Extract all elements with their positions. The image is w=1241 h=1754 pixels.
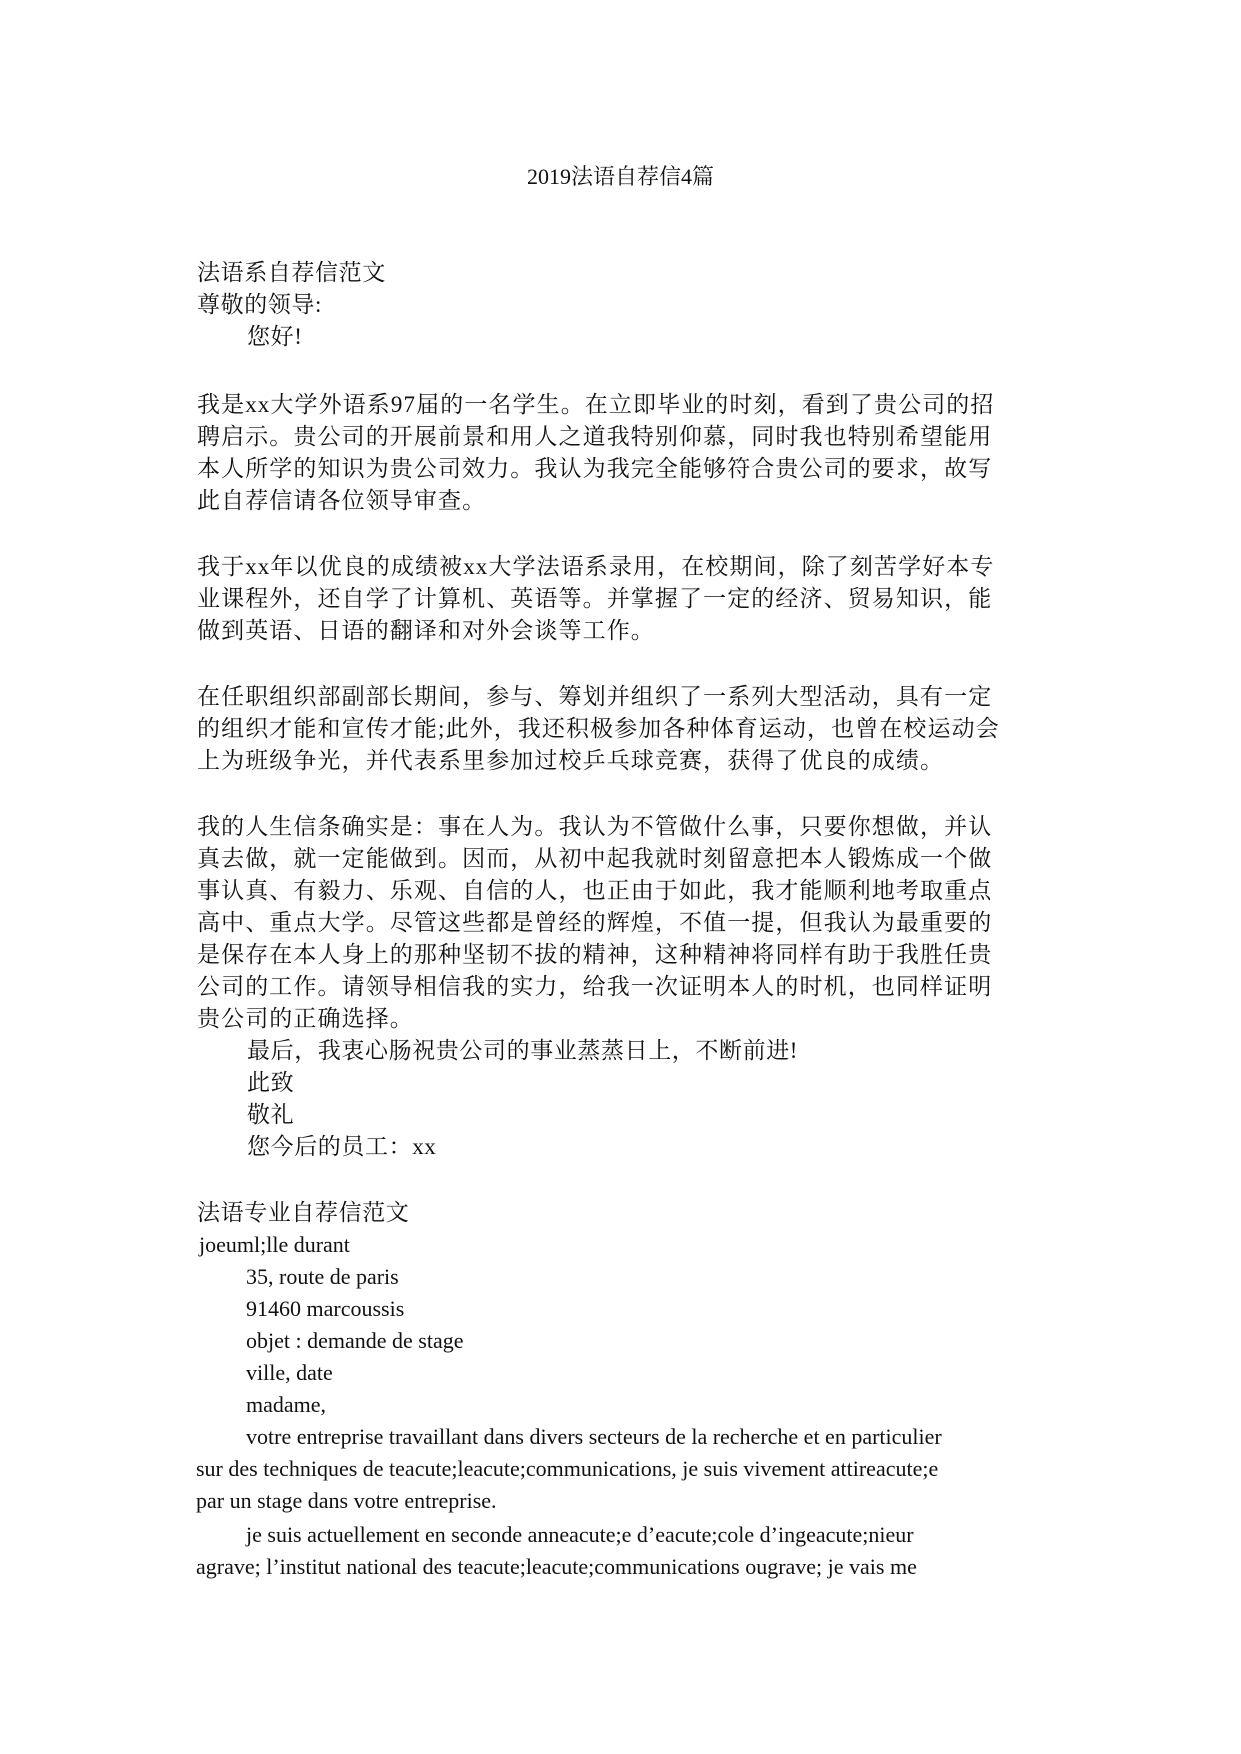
section2-para1-line1: votre entreprise travaillant dans divers secteurs de la recherche et en particulier bbox=[246, 1424, 942, 1449]
section1-para2-line1: 我于xx年以优良的成绩被xx大学法语系录用，在校期间，除了刻苦学好本专 bbox=[197, 554, 995, 579]
section1-para1-line4: 此自荐信请各位领导审查。 bbox=[197, 488, 487, 513]
section1-para4-line3: 事认真、有毅力、乐观、自信的人，也正由于如此，我才能顺利地考取重点 bbox=[197, 878, 993, 903]
section2-object: objet : demande de stage bbox=[246, 1328, 464, 1353]
section1-signature: 您今后的员工：xx bbox=[247, 1134, 437, 1159]
section1-para4-line7: 贵公司的正确选择。 bbox=[197, 1006, 414, 1031]
section1-para4-line2: 真去做，就一定能做到。因而，从初中起我就时刻留意把本人锻炼成一个做 bbox=[197, 846, 993, 871]
section2-address2: 91460 marcoussis bbox=[246, 1296, 405, 1321]
section2-para1-line3: par un stage dans votre entreprise. bbox=[196, 1488, 497, 1513]
section1-para3-line2: 的组织才能和宣传才能;此外，我还积极参加各种体育运动，也曾在校运动会 bbox=[197, 716, 1000, 741]
document-title: 2019法语自荐信4篇 bbox=[526, 164, 714, 189]
section1-regards1: 此致 bbox=[247, 1070, 295, 1095]
section2-para2-line2: agrave; l’institut national des teacute;leacute;communications ougrave; je vais me bbox=[196, 1554, 917, 1579]
section1-para1-line3: 本人所学的知识为贵公司效力。我认为我完全能够符合贵公司的要求，故写 bbox=[197, 456, 993, 481]
section1-para1-line1: 我是xx大学外语系97届的一名学生。在立即毕业的时刻，看到了贵公司的招 bbox=[197, 392, 995, 417]
section2-salutation: madame, bbox=[246, 1392, 327, 1417]
section1-para3-line3: 上为班级争光，并代表系里参加过校乒乓球竞赛，获得了优良的成绩。 bbox=[197, 748, 945, 773]
section2-place-date: ville, date bbox=[246, 1360, 333, 1385]
section1-para2-line2: 业课程外，还自学了计算机、英语等。并掌握了一定的经济、贸易知识，能 bbox=[197, 586, 993, 611]
section2-name: joeuml;lle durant bbox=[199, 1232, 350, 1257]
section2-para1-line2: sur des techniques de teacute;leacute;communications, je suis vivement attireacute;e bbox=[196, 1456, 939, 1481]
section2-address1: 35, route de paris bbox=[246, 1264, 399, 1289]
section1-para4-line4: 高中、重点大学。尽管这些都是曾经的辉煌，不值一提，但我认为最重要的 bbox=[197, 910, 993, 935]
section1-para4-line6: 公司的工作。请领导相信我的实力，给我一次证明本人的时机，也同样证明 bbox=[197, 974, 993, 999]
section1-closing: 最后，我衷心肠祝贵公司的事业蒸蒸日上，不断前进! bbox=[247, 1038, 799, 1063]
section1-heading: 法语系自荐信范文 bbox=[197, 260, 386, 285]
section1-para4-line5: 是保存在本人身上的那种坚韧不拔的精神，这种精神将同样有助于我胜任贵 bbox=[197, 942, 993, 967]
section1-para4-line1: 我的人生信条确实是：事在人为。我认为不管做什么事，只要你想做，并认 bbox=[197, 814, 993, 839]
section1-greeting: 您好! bbox=[247, 324, 303, 349]
section2-para2-line1: je suis actuellement en seconde anneacute;e d’eacute;cole d’ingeacute;nieur bbox=[246, 1522, 914, 1547]
section1-para3-line1: 在任职组织部副部长期间，参与、筹划并组织了一系列大型活动，具有一定 bbox=[197, 684, 993, 709]
section1-para1-line2: 聘启示。贵公司的开展前景和用人之道我特别仰慕，同时我也特别希望能用 bbox=[197, 424, 993, 449]
section1-regards2: 敬礼 bbox=[247, 1102, 295, 1127]
section1-salutation: 尊敬的领导: bbox=[197, 292, 322, 317]
section1-para2-line3: 做到英语、日语的翻译和对外会谈等工作。 bbox=[197, 618, 655, 643]
section2-heading: 法语专业自荐信范文 bbox=[197, 1200, 410, 1225]
